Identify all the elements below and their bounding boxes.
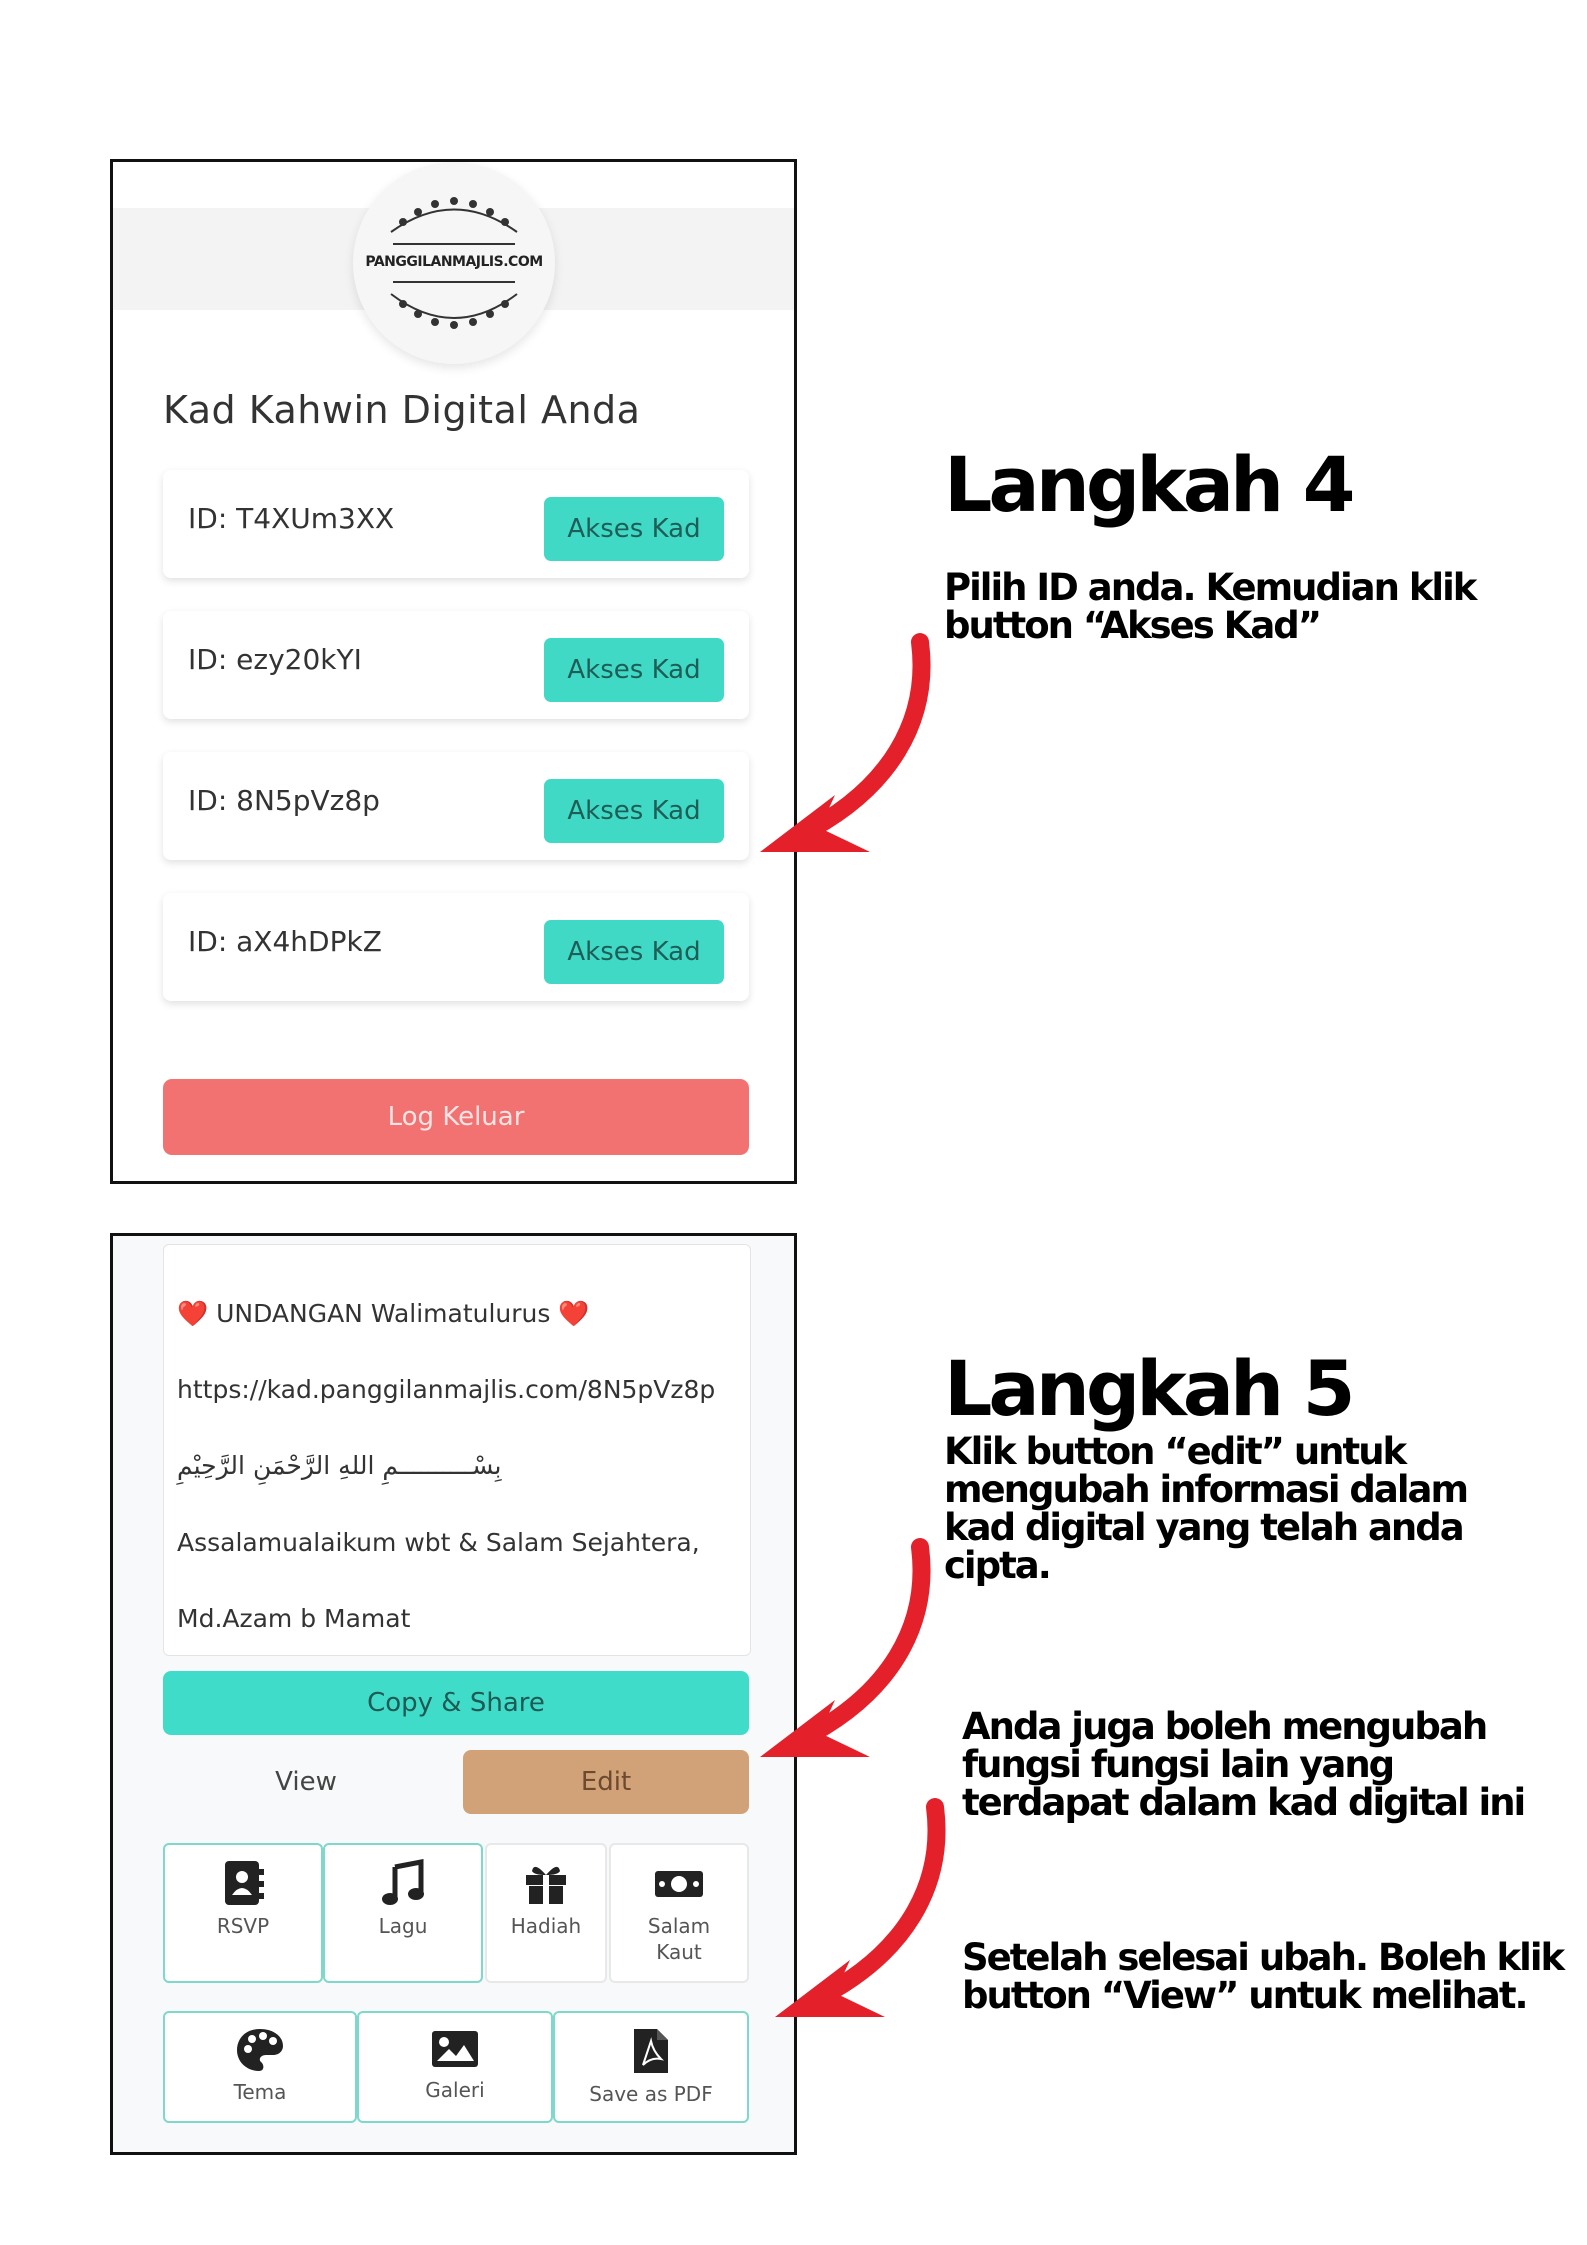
card-list <box>163 470 749 1034</box>
view-button[interactable]: View <box>275 1767 337 1797</box>
hadiah-tile[interactable] <box>485 1843 607 1983</box>
logout-button[interactable]: Log Keluar <box>163 1079 749 1155</box>
step4-title: Langkah 4 <box>944 440 1352 529</box>
image-icon <box>430 2027 480 2071</box>
page-title: Kad Kahwin Digital Anda <box>163 388 641 432</box>
logo <box>353 162 555 364</box>
tile-label: Galeri <box>425 2078 485 2102</box>
message-arabic: بِسْــــــــــمِ اللهِ الرَّحْمَنِ الرَّحِيْمِ <box>177 1451 502 1480</box>
palette-icon <box>235 2027 285 2073</box>
akses-kad-button[interactable]: Akses Kad <box>544 497 724 561</box>
step5-title: Langkah 5 <box>944 1344 1352 1433</box>
functions-note: Anda juga boleh mengubah fungsi fungsi lain yang terdapat dalam kad digital ini <box>962 1705 1525 1824</box>
lagu-tile[interactable] <box>323 1843 483 1983</box>
tile-label: Tema <box>233 2080 287 2104</box>
view-note: Setelah selesai ubah. Boleh klik button “View” untuk melihat. <box>962 1936 1564 2017</box>
arrow-to-tiles-icon <box>750 1795 960 2035</box>
screenshot-card-list <box>110 159 797 1184</box>
message-greeting: Assalamualaikum wbt & Salam Sejahtera, <box>177 1528 700 1557</box>
gift-icon <box>522 1859 570 1907</box>
card-id: ID: T4XUm3XX <box>188 502 395 535</box>
heart-icon: ❤️ <box>177 1299 209 1328</box>
tema-tile[interactable] <box>163 2011 357 2123</box>
message-url: https://kad.panggilanmajlis.com/8N5pVz8p <box>177 1375 716 1404</box>
card-item <box>163 470 749 578</box>
card-item <box>163 893 749 1001</box>
card-item <box>163 752 749 860</box>
logo-text: PANGGILANMAJLIS.COM <box>365 254 543 270</box>
card-item <box>163 611 749 719</box>
arrow-to-akses-kad-icon <box>740 630 950 870</box>
tile-label: Save as PDF <box>589 2082 713 2106</box>
invitation-message-box[interactable] <box>163 1244 751 1656</box>
step5-instruction: Klik button “edit” untuk mengubah informasi dalam kad digital yang telah anda cipta. <box>944 1430 1468 1587</box>
galeri-tile[interactable] <box>357 2011 553 2123</box>
arrow-to-edit-icon <box>740 1535 950 1775</box>
tile-label: RSVP <box>216 1914 270 1938</box>
save-pdf-tile[interactable] <box>553 2011 749 2123</box>
screenshot-card-editor <box>110 1233 797 2155</box>
rsvp-tile[interactable] <box>163 1843 323 1983</box>
tile-label: Lagu <box>378 1914 428 1938</box>
pdf-file-icon <box>631 2027 671 2075</box>
copy-share-button[interactable]: Copy & Share <box>163 1671 749 1735</box>
message-heading-line <box>177 1299 590 1329</box>
edit-button[interactable]: Edit <box>463 1750 749 1814</box>
card-id: ID: ezy20kYI <box>188 643 362 676</box>
message-heading: UNDANGAN Walimatulurus <box>216 1299 551 1328</box>
card-id: ID: 8N5pVz8p <box>188 784 380 817</box>
money-bill-icon <box>653 1859 705 1907</box>
card-id: ID: aX4hDPkZ <box>188 925 382 958</box>
music-note-icon <box>381 1859 425 1907</box>
tile-label: Salam Kaut <box>647 1914 711 1964</box>
step4-instruction: Pilih ID anda. Kemudian klik button “Akses Kad” <box>944 566 1476 647</box>
contact-book-icon <box>221 1859 265 1907</box>
akses-kad-button[interactable]: Akses Kad <box>544 920 724 984</box>
heart-icon: ❤️ <box>558 1299 590 1328</box>
akses-kad-button[interactable]: Akses Kad <box>544 638 724 702</box>
akses-kad-button[interactable]: Akses Kad <box>544 779 724 843</box>
salam-kaut-tile[interactable] <box>609 1843 749 1983</box>
tile-label: Hadiah <box>510 1914 582 1938</box>
message-name: Md.Azam b Mamat <box>177 1604 411 1633</box>
